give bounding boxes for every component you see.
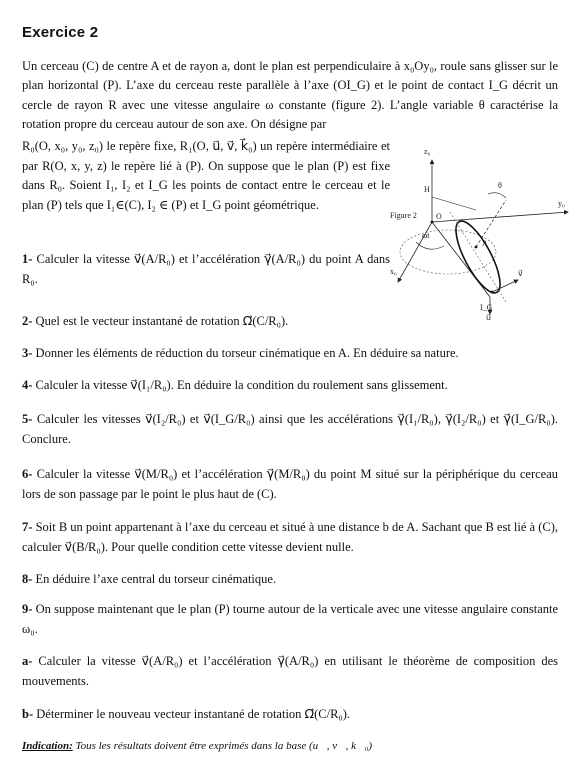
hoop-axis — [450, 212, 506, 302]
label-A: A — [482, 239, 488, 248]
point-O — [431, 221, 434, 224]
label-x0: x₀ — [390, 267, 397, 276]
theta-arc — [488, 193, 506, 198]
question-number: 7- — [22, 520, 33, 534]
question-text: En déduire l’axe central du torseur cinématique. — [35, 572, 277, 586]
label-y0: y₀ — [558, 199, 565, 208]
v-vector — [492, 280, 518, 292]
question-8 — [22, 570, 558, 590]
label-omega-t: ωt — [422, 231, 430, 240]
theta-radius — [476, 200, 506, 247]
question-4 — [22, 376, 558, 396]
question-text: Soit B un point appartenant à l’axe du cerceau et situé à une distance b de A. Sachant que B est lié à (C), calculer v⃗(B/R₀). Pour quelle condition cette vitesse devient nulle. — [22, 520, 559, 554]
question-text: Calculer la vitesse v⃗(A/R₀) et l’accélération γ⃗(A/R₀) du point A dans R₀. — [22, 252, 390, 286]
intro-wrapped-paragraph: R₀(O, x₀, y₀, z₀) le repère fixe, R₁(O, u⃗, v⃗, k⃗₀) un repère intermédiaire et par R(O, x, y, z) le repère lié à (P). On suppose que le plan (P) est fixe dans R₀. Soient I₁, I₂ et I_G les points de contact entre le cerceau et le plan (P) tels que I₁∈(C), I₂ ∈ (P) et I_G point géométrique. — [22, 139, 390, 212]
question-number: 6- — [22, 467, 33, 481]
question-9 — [22, 600, 558, 639]
label-O: O — [436, 212, 442, 221]
h-line — [432, 197, 476, 210]
label-u: u⃗ — [486, 313, 492, 320]
question-text: On suppose maintenant que le plan (P) tourne autour de la verticale avec une vitesse angulaire constante ω₀. — [22, 602, 559, 636]
question-9a — [22, 652, 558, 691]
oig-line — [432, 222, 490, 297]
figure-caption: Figure 2 — [390, 211, 417, 220]
question-text: Calculer les vitesses v⃗(I₂/R₀) et v⃗(I_G/R₀) ainsi que les accélérations γ⃗(I₁/R₀), γ⃗(I₂/R₀) et γ⃗(I_G/R₀). Conclure. — [22, 412, 559, 446]
point-IG — [491, 291, 494, 294]
question-number: 2- — [22, 314, 33, 328]
question-number: 1- — [22, 252, 33, 266]
question-number: b- — [22, 707, 34, 721]
indication-note — [22, 740, 562, 752]
contact-circle — [400, 230, 496, 274]
question-number: 8- — [22, 572, 33, 586]
hoop-diagram-svg — [388, 142, 572, 320]
indication-text: Tous les résultats doivent être exprimés dans la base (u⃗, v⃗, k⃗₀) — [72, 740, 373, 752]
question-9b — [22, 705, 558, 725]
y0-axis — [432, 212, 568, 222]
label-v: v⃗ — [518, 269, 523, 278]
question-text: Quel est le vecteur instantané de rotation Ω⃗(C/R₀). — [35, 314, 289, 328]
indication-label: Indication: — [22, 740, 73, 752]
question-number: 4- — [22, 378, 33, 392]
point-A — [475, 246, 478, 249]
question-6 — [22, 465, 558, 504]
intro-paragraph: Un cerceau (C) de centre A et de rayon a, dont le plan est perpendiculaire à x₀Oy₀, roule sans glisser sur le plan horizontal (P). L’axe du cerceau reste parallèle à l’axe (OI_G) et le point de contact I_G décrit un cercle de rayon R avec une vitesse angulaire ω constante (figure 2). L’angle variable θ caractérise la rotation propre du cerceau autour de son axe. On désigne par — [22, 59, 558, 132]
question-3 — [22, 344, 558, 364]
question-text: Donner les éléments de réduction du torseur cinématique en A. En déduire sa nature. — [35, 346, 459, 360]
label-IG: I_G — [480, 303, 493, 312]
exercise-title: Exercice 2 — [22, 24, 99, 41]
question-text: Calculer la vitesse v⃗(I₁/R₀). En déduire la condition du roulement sans glissement. — [35, 378, 448, 392]
question-text: Calculer la vitesse v⃗(A/R₀) et l’accélération γ⃗(A/R₀) en utilisant le théorème de composition des mouvements. — [22, 654, 559, 688]
question-5 — [22, 410, 558, 449]
question-number: 9- — [22, 602, 33, 616]
figure-2-diagram — [388, 142, 572, 320]
question-number: 5- — [22, 412, 33, 426]
question-1 — [22, 250, 390, 289]
question-number: 3- — [22, 346, 33, 360]
question-text: Déterminer le nouveau vecteur instantané de rotation Ω⃗(C/R₀). — [36, 707, 351, 721]
question-7 — [22, 518, 558, 557]
label-theta: θ — [498, 181, 502, 190]
label-H: H — [424, 185, 430, 194]
question-number: a- — [22, 654, 33, 668]
label-z0: z₀ — [424, 147, 431, 156]
question-text: Calculer la vitesse v⃗(M/R₀) et l’accélération γ⃗(M/R₀) du point M situé sur la périphérique du cerceau lors de son passage par le point le plus haut de (C). — [22, 467, 558, 501]
